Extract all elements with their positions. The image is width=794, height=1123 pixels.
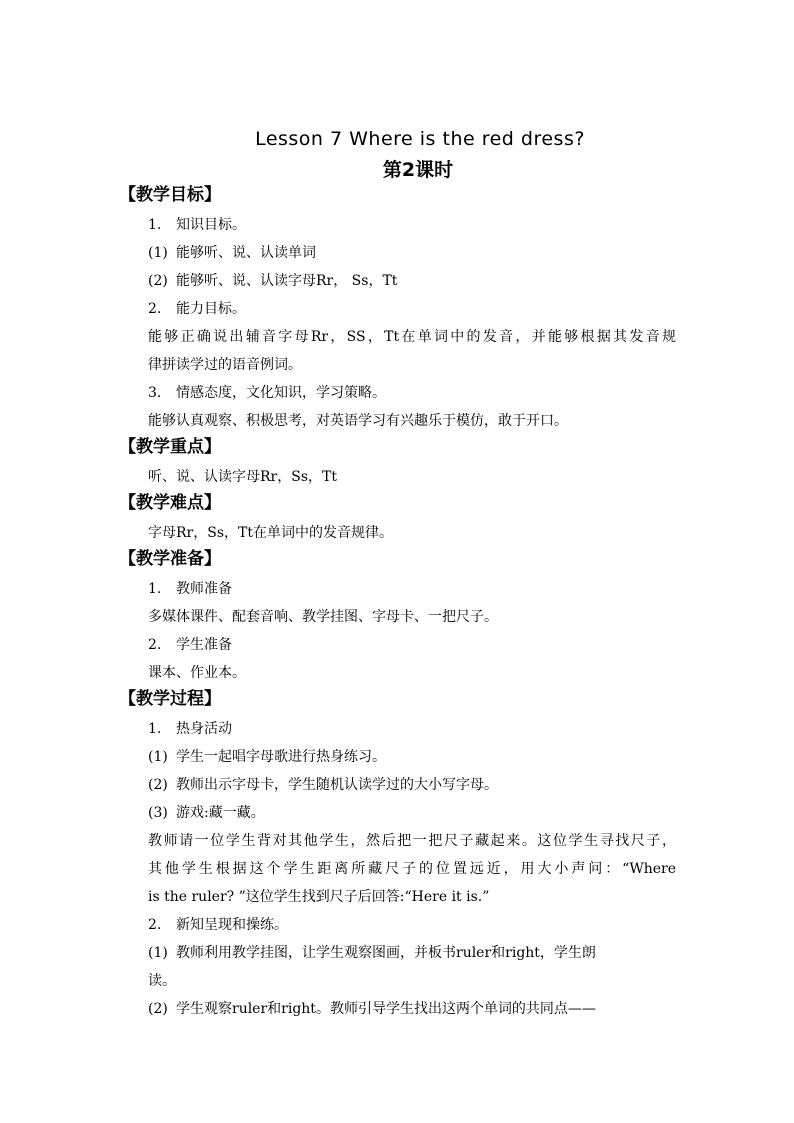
list-text: 情感态度，文化知识，学习策略。 — [176, 385, 386, 401]
objectives-line — [148, 383, 386, 403]
key-points-text: 听、说、认读字母Rr，Ss，Tt — [148, 469, 337, 485]
preparation-heading: 【教学准备】 — [119, 549, 221, 569]
list-number: (2) — [148, 1001, 168, 1017]
objectives-heading: 【教学目标】 — [119, 185, 221, 205]
process-paragraph: 教师请一位学生背对其他学生，然后把一把尺子藏起来。这位学生寻找尺子， — [148, 833, 676, 849]
process-line — [148, 999, 596, 1019]
list-number: (1) — [148, 245, 168, 261]
objectives-paragraph: 律拼读学过的语音例词。 — [148, 357, 302, 373]
list-text: 游戏:藏一藏。 — [176, 805, 265, 821]
list-number: 1. — [148, 217, 162, 233]
preparation-paragraph: 课本、作业本。 — [148, 665, 246, 681]
process-paragraph: is the ruler? ”这位学生找到尺子后回答:“Here it is.” — [148, 889, 490, 905]
list-number: (2) — [148, 777, 168, 793]
difficulties-text: 字母Rr，Ss，Tt在单词中的发音规律。 — [148, 525, 393, 541]
list-text: 能够听、说、认读字母Rr， Ss，Tt — [176, 273, 398, 289]
process-line — [148, 943, 596, 963]
list-number: 3. — [148, 385, 162, 401]
list-text: 学生观察ruler和right。教师引导学生找出这两个单词的共同点—— — [176, 1001, 596, 1017]
process-line — [148, 775, 498, 795]
process-line — [148, 747, 386, 767]
list-text: 学生准备 — [176, 637, 232, 653]
list-text: 新知呈现和操练。 — [176, 917, 288, 933]
objectives-line — [148, 215, 246, 235]
list-text: 热身活动 — [176, 721, 232, 737]
preparation-line — [148, 635, 232, 655]
preparation-line — [148, 579, 232, 599]
list-number: 2. — [148, 917, 162, 933]
objectives-paragraph: 能够正确说出辅音字母Rr，SS，Tt在单词中的发音，并能够根据其发音规 — [148, 329, 676, 345]
process-line — [148, 803, 265, 823]
list-number: (1) — [148, 749, 168, 765]
list-number: 2. — [148, 301, 162, 317]
list-text: 能力目标。 — [176, 301, 246, 317]
preparation-paragraph: 多媒体课件、配套音响、教学挂图、字母卡、一把尺子。 — [148, 609, 498, 625]
process-paragraph: 读。 — [148, 973, 176, 989]
lesson-title: Lesson 7 Where is the red dress? — [255, 128, 585, 150]
lesson-subtitle: 第2课时 — [382, 159, 454, 181]
list-text: 能够听、说、认读单词 — [176, 245, 316, 261]
list-number: 1. — [148, 721, 162, 737]
list-text: 学生一起唱字母歌进行热身练习。 — [176, 749, 386, 765]
list-number: 2. — [148, 637, 162, 653]
objectives-line — [148, 243, 316, 263]
list-text: 知识目标。 — [176, 217, 246, 233]
list-number: 1. — [148, 581, 162, 597]
difficulties-heading: 【教学难点】 — [119, 493, 221, 513]
objectives-paragraph: 能够认真观察、积极思考，对英语学习有兴趣乐于模仿，敢于开口。 — [148, 413, 568, 429]
list-number: (1) — [148, 945, 168, 961]
objectives-line — [148, 299, 246, 319]
list-text: 教师准备 — [176, 581, 232, 597]
process-line — [148, 719, 232, 739]
key-points-heading: 【教学重点】 — [119, 437, 221, 457]
list-text: 教师利用教学挂图，让学生观察图画，并板书ruler和right，学生朗 — [176, 945, 596, 961]
list-text: 教师出示字母卡，学生随机认读学过的大小写字母。 — [176, 777, 498, 793]
process-line — [148, 915, 288, 935]
process-paragraph: 其他学生根据这个学生距离所藏尺子的位置远近，用大小声问：“Where — [148, 861, 676, 877]
list-number: (2) — [148, 273, 168, 289]
process-heading: 【教学过程】 — [119, 689, 221, 709]
list-number: (3) — [148, 805, 168, 821]
objectives-line — [148, 271, 397, 291]
